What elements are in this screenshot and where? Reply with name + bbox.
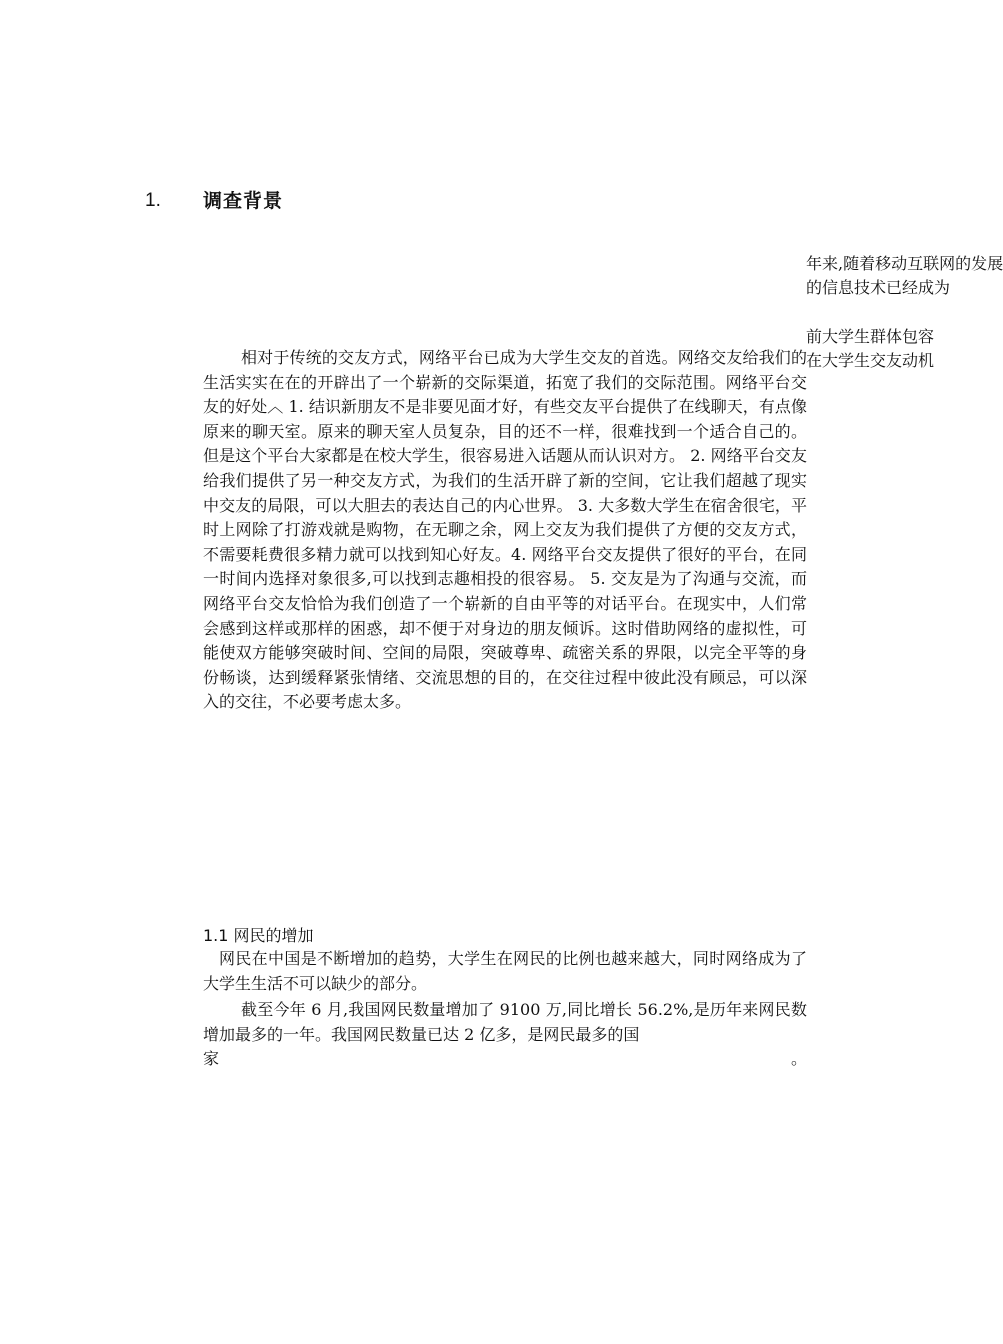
clipped-text-line: 年来,随着移动互联网的发展	[806, 254, 1003, 273]
paragraph-end-mark: 。	[790, 1049, 807, 1069]
subsection-paragraph	[203, 998, 807, 1072]
clipped-text-line: 在大学生交友动机	[806, 351, 935, 370]
section-title: 调查背景	[203, 190, 284, 212]
section-number: 1.	[145, 190, 161, 211]
subsection-paragraph: 网民在中国是不断增加的趋势，大学生在网民的比例也越来越大，同时网络成为了大学生生活不可以缺少的部分。	[203, 949, 807, 993]
clipped-text-line: 前大学生群体包容	[806, 327, 935, 346]
paragraph-text: 截至今年 6 月,我国网民数量增加了 9100 万,同比增长 56.2%,是历年来网民数增加最多的一年。我国网民数量已达 2 亿多，是网民最多的国	[203, 1000, 807, 1044]
paragraph-last-line	[203, 1047, 807, 1072]
clipped-text-line: 的信息技术已经成为	[806, 278, 951, 297]
paragraph-last-word: 家	[203, 1049, 220, 1069]
subsection-title: 1.1 网民的增加	[203, 926, 314, 945]
main-paragraph: 相对于传统的交友方式，网络平台已成为大学生交友的首选。网络交友给我们的生活实实在在的开辟出了一个崭新的交际渠道，拓宽了我们的交际范围。网络平台交友的好处︿ 1. 结识新朋友不是非要见面才好，有些交友平台提供了在线聊天，有点像原来的聊天室。原来的聊天室人员复杂，目的还不一样，很难找到一个适合自己的。但是这个平台大家都是在校大学生，很容易进入话题从而认识对方。 2. 网络平台交友给我们提供了另一种交友方式，为我们的生活开辟了新的空间，它让我们超越了现实中交友的局限，可以大胆去的表达自己的内心世界。 3. 大多数大学生在宿舍很宅，平时上网除了打游戏就是购物，在无聊之余，网上交友为我们提供了方便的交友方式，不需要耗费很多精力就可以找到知心好友。4. 网络平台交友提供了很好的平台，在同一时间内选择对象很多,可以找到志趣相投的很容易。 5. 交友是为了沟通与交流，而网络平台交友恰恰为我们创造了一个崭新的自由平等的对话平台。在现实中，人们常会感到这样或那样的困惑，却不便于对身边的朋友倾诉。这时借助网络的虚拟性，可能使双方能够突破时间、空间的局限，突破尊卑、疏密关系的界限，以完全平等的身份畅谈，达到缓释紧张情绪、交流思想的目的，在交往过程中彼此没有顾忌，可以深入的交往，不必要考虑太多。	[203, 348, 807, 712]
